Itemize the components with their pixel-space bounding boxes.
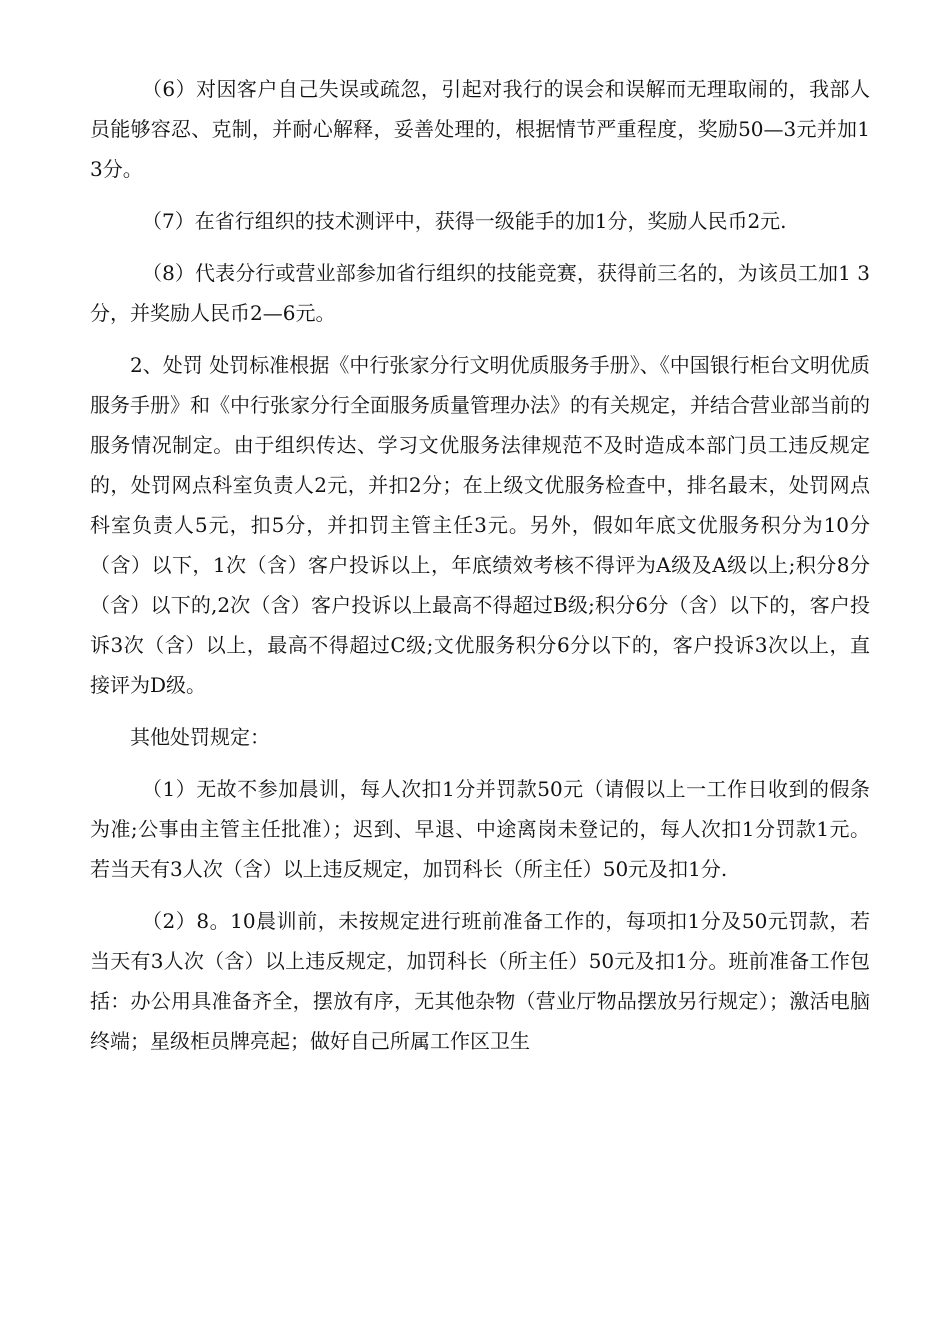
paragraph-other-penalty-heading: 其他处罚规定： (130, 725, 270, 749)
paragraph-penalty-2: （2）8。10晨训前，未按规定进行班前准备工作的，每项扣1分及50元罚款，若当天有3人次（含）以上违反规定，加罚科长（所主任）50元及扣1分。班前准备工作包括：办公用具准备齐全，摆放有序，无其他杂物（营业厅物品摆放另行规定）；激活电脑终端；星级柜员牌亮起；做好自己所属工作区卫生 (90, 909, 870, 1053)
paragraph-penalty-section: 2、处罚 处罚标准根据《中行张家分行文明优质服务手册》、《中国银行柜台文明优质服务手册》和《中行张家分行全面服务质量管理办法》的有关规定，并结合营业部当前的服务情况制定。由于组织传达、学习文优服务法律规范不及时造成本部门员工违反规定的，处罚网点科室负责人2元，并扣2分；在上级文优服务检查中，排名最末，处罚网点科室负责人5元，扣5分，并扣罚主管主任3元。另外，假如年底文优服务积分为10分（含）以下，1次（含）客户投诉以上，年底绩效考核不得评为A级及A级以上;积分8分（含）以下的,2次（含）客户投诉以上最高不得超过B级;积分6分（含）以下的，客户投诉3次（含）以上，最高不得超过C级;文优服务积分6分以下的，客户投诉3次以上，直接评为D级。 (90, 353, 870, 697)
paragraph-reward-8: （8）代表分行或营业部参加省行组织的技能竞赛，获得前三名的，为该员工加1 3分，并奖励人民币2—6元。 (90, 261, 870, 325)
paragraph-reward-6: （6）对因客户自己失误或疏忽，引起对我行的误会和误解而无理取闹的，我部人员能够容忍、克制，并耐心解释，妥善处理的，根据情节严重程度，奖励50—3元并加1 3分。 (90, 77, 870, 181)
paragraph-penalty-1: （1）无故不参加晨训，每人次扣1分并罚款50元（请假以上一工作日收到的假条为准;公事由主管主任批准）；迟到、早退、中途离岗未登记的，每人次扣1分罚款1元。若当天有3人次（含）以上违反规定，加罚科长（所主任）50元及扣1分. (90, 777, 870, 881)
document-body (90, 69, 870, 1073)
paragraph-reward-7: （7）在省行组织的技术测评中，获得一级能手的加1分，奖励人民币2元. (142, 209, 787, 233)
